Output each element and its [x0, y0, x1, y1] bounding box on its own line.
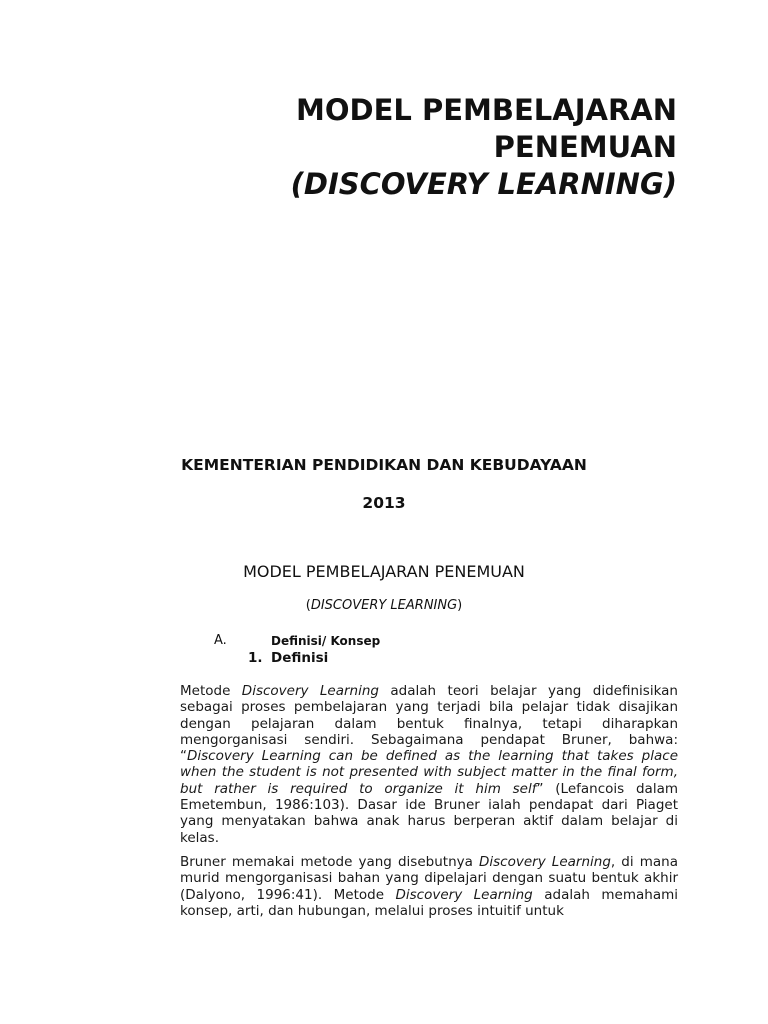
cover-title-line-2: PENEMUAN — [493, 130, 677, 164]
subheading-italic-text: DISCOVERY LEARNING — [310, 598, 458, 613]
paragraph-2 — [180, 854, 678, 919]
p1-text-2: adalah teori belajar yang didefinisikan sebagai proses pembelajaran yang terjadi bila pelajar tidak disajikan dengan pelajaran dalam bentuk finalnya, tetapi diharapkan mengorganisasi sendiri. Sebagaimana pendapat Bruner, bahwa: “ — [180, 683, 678, 765]
publication-year: 2013 — [362, 494, 406, 512]
cover-title — [200, 92, 677, 203]
p2-text-3: adalah memahami konsep, arti, dan hubungan, melalui proses intuitif untuk — [180, 886, 679, 919]
cover-title-line-3: (DISCOVERY LEARNING) — [290, 167, 677, 201]
p1-text-1: Metode — [180, 683, 242, 699]
subheading-close-paren: ) — [457, 598, 463, 613]
subheading-open-paren: ( — [305, 598, 311, 613]
ministry-name: KEMENTERIAN PENDIDIKAN DAN KEBUDAYAAN — [181, 456, 587, 474]
subsection-title: Definisi — [271, 650, 329, 666]
section-a-title: Definisi/ Konsep — [271, 634, 381, 648]
cover-title-line-1: MODEL PEMBELAJARAN — [295, 93, 677, 127]
p2-text-2: , di mana murid mengorganisasi bahan yang dipelajari dengan suatu bentuk akhir (Dalyono, 1996:41). Metode — [180, 854, 678, 903]
p1-italic-1: Discovery Learning — [241, 683, 379, 699]
p2-italic-2: Discovery Learning — [395, 886, 533, 903]
p2-italic-1: Discovery Learning — [479, 854, 611, 870]
section-a-letter: A. — [214, 633, 227, 648]
p2-text-1: Bruner memakai metode yang disebutnya — [180, 854, 479, 870]
p1-text-3: ” (Lefancois dalam Emetembun, 1986:103). Dasar ide Bruner ialah pendapat dari Piaget yang menyatakan bahwa anak harus berperan aktif dalam belajar di kelas. — [180, 780, 679, 846]
paragraph-1 — [180, 683, 678, 846]
subsection-number: 1. — [248, 650, 263, 666]
section-heading: MODEL PEMBELAJARAN PENEMUAN — [243, 562, 525, 581]
p1-italic-quote: Discovery Learning can be defined as the learning that takes place when the student is not presented with subject matter in the final form, but rather is required to organize it him self — [180, 748, 678, 797]
section-subheading — [0, 598, 768, 613]
